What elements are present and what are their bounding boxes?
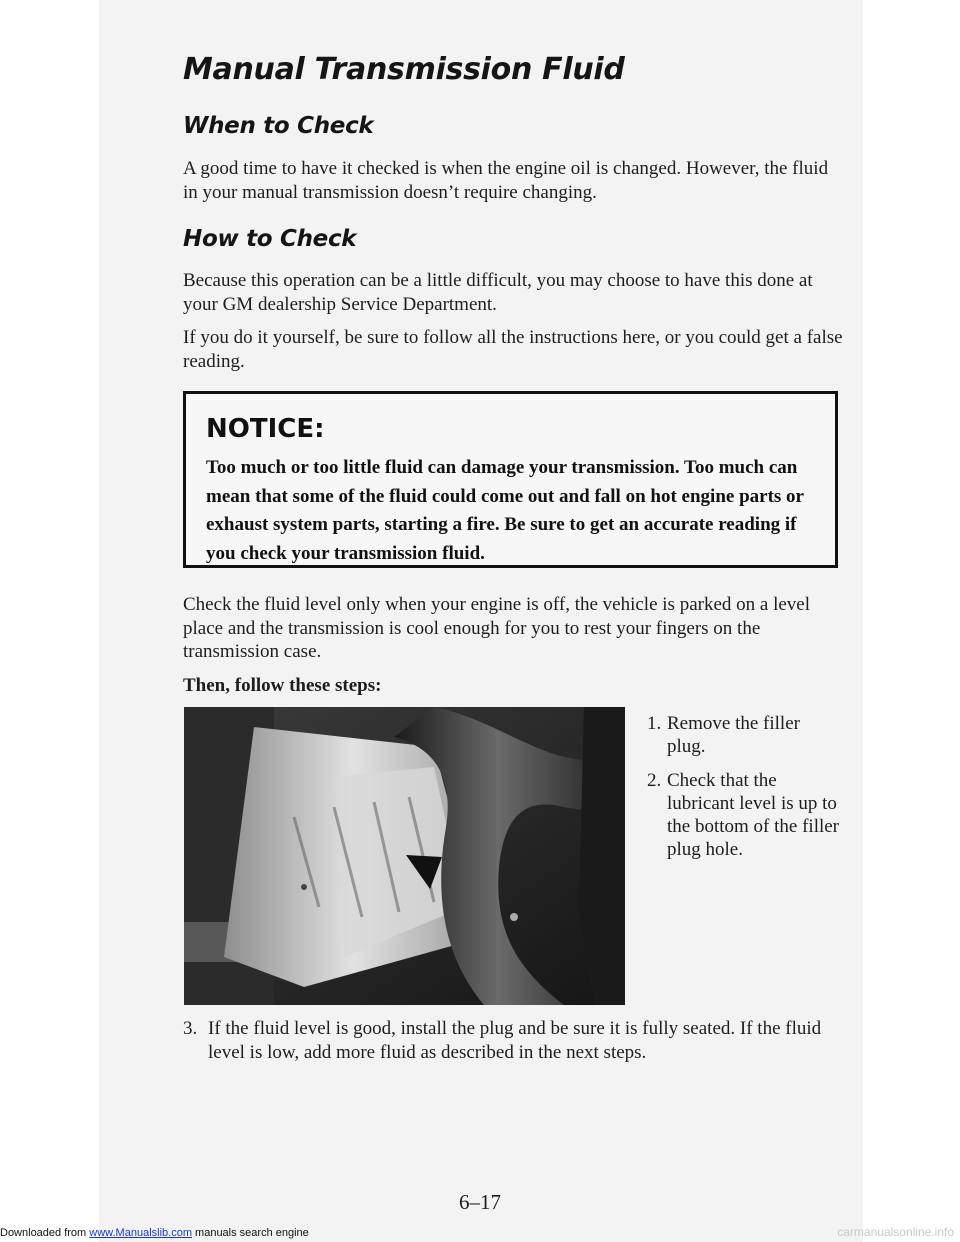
transmission-photo: [184, 707, 625, 1005]
notice-box: [183, 391, 838, 568]
step-text: Remove the filler plug.: [667, 713, 800, 757]
how-to-check-para-1: Because this operation can be a little difficult, you may choose to have this done at your GM dealership Service Department.: [183, 270, 813, 315]
step-number: 3.: [183, 1018, 198, 1039]
notice-text: Too much or too little fluid can damage your transmission. Too much can mean that some of the fluid could come out and fall on hot engine parts or exhaust system parts, starting a fire. Be sure to get an accurate reading if you check your transmission fluid.: [206, 457, 804, 564]
notice-title: NOTICE:: [206, 414, 325, 444]
step-number: 2.: [647, 770, 662, 791]
how-to-check-heading: How to Check: [183, 226, 357, 252]
step-2: [647, 769, 842, 861]
step-3: [183, 1017, 853, 1065]
step-number: 1.: [647, 713, 662, 734]
manualslib-link[interactable]: www.Manualslib.com: [89, 1227, 192, 1239]
page-number: 6–17: [459, 1190, 501, 1214]
footer-prefix: Downloaded from: [0, 1227, 87, 1239]
watermark: carmanualsonline.info: [837, 1225, 954, 1239]
step-text: If the fluid level is good, install the plug and be sure it is fully seated. If the fluid level is low, add more fluid as described in the next steps.: [208, 1018, 822, 1063]
download-footer: [0, 1227, 309, 1239]
footer-suffix: manuals search engine: [191, 1227, 309, 1239]
page-title: Manual Transmission Fluid: [183, 52, 625, 87]
check-conditions-text: Check the fluid level only when your engine is off, the vehicle is parked on a level place and the transmission is cool enough for you to rest your fingers on the transmission case.: [183, 594, 810, 662]
steps-heading: Then, follow these steps:: [183, 675, 382, 696]
when-to-check-heading: When to Check: [183, 113, 374, 139]
how-to-check-para-2: If you do it yourself, be sure to follow all the instructions here, or you could get a false reading.: [183, 327, 843, 372]
step-1: [647, 712, 842, 758]
when-to-check-text: A good time to have it checked is when the engine oil is changed. However, the fluid in your manual transmission doesn’t require changing.: [183, 158, 829, 203]
step-text: Check that the lubricant level is up to the bottom of the filler plug hole.: [667, 770, 840, 860]
